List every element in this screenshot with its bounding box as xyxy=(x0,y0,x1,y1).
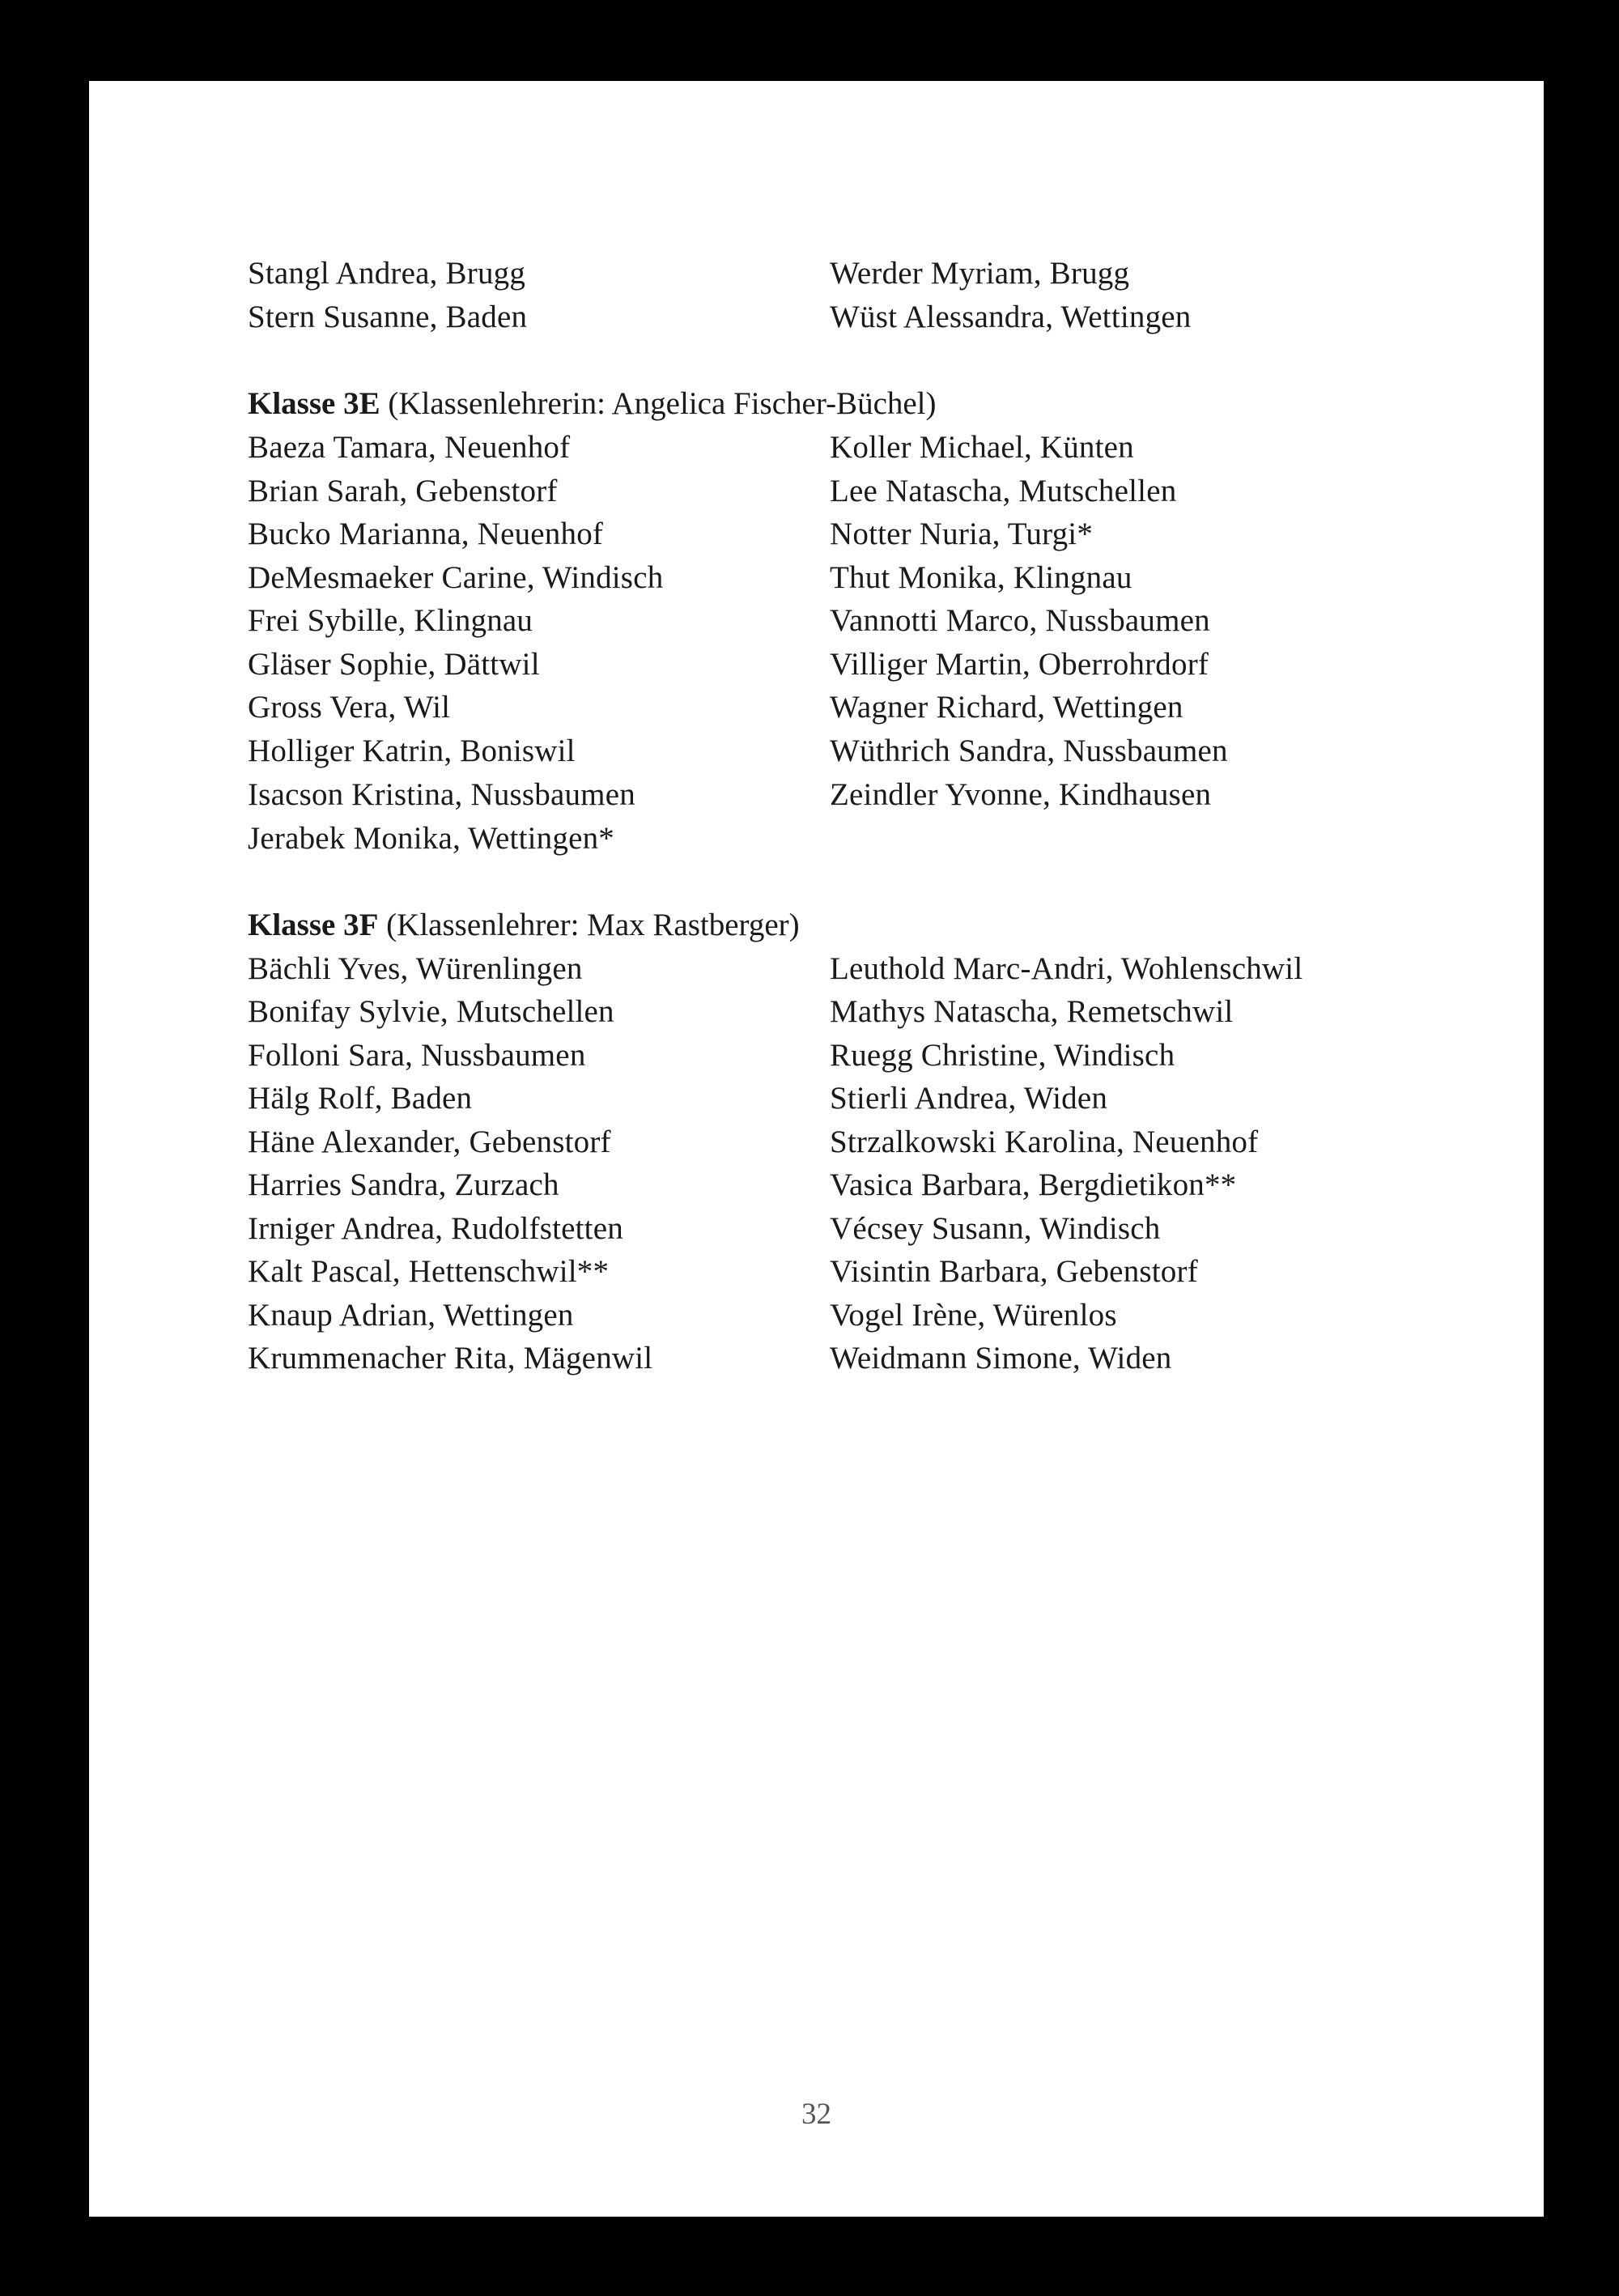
student-entry: Hälg Rolf, Baden xyxy=(248,1081,473,1116)
student-entry: Folloni Sara, Nussbaumen xyxy=(248,1038,586,1073)
student-entry: Vasica Barbara, Bergdietikon** xyxy=(830,1167,1237,1202)
student-entry: Holliger Katrin, Boniswil xyxy=(248,733,576,768)
student-entry: Bucko Marianna, Neuenhof xyxy=(248,517,604,551)
student-entry: Gross Vera, Wil xyxy=(248,690,451,725)
student-entry: Kalt Pascal, Hettenschwil** xyxy=(248,1254,610,1289)
student-entry: Stangl Andrea, Brugg xyxy=(248,256,526,291)
student-entry: Vogel Irène, Würenlos xyxy=(830,1298,1117,1333)
student-entry: Bächli Yves, Würenlingen xyxy=(248,951,583,986)
student-entry: Brian Sarah, Gebenstorf xyxy=(248,474,558,508)
student-entry: Baeza Tamara, Neuenhof xyxy=(248,430,571,465)
student-entry: Werder Myriam, Brugg xyxy=(830,256,1130,291)
student-entry: Harries Sandra, Zurzach xyxy=(248,1167,559,1202)
student-entry: Frei Sybille, Klingnau xyxy=(248,603,533,638)
student-entry: Villiger Martin, Oberrohrdorf xyxy=(830,647,1209,682)
class-3e-label: Klasse 3E xyxy=(248,386,380,421)
student-entry: Stern Susanne, Baden xyxy=(248,300,528,334)
page-number: 32 xyxy=(801,2098,831,2131)
student-entry: Strzalkowski Karolina, Neuenhof xyxy=(830,1125,1259,1159)
student-entry: Zeindler Yvonne, Kindhausen xyxy=(830,777,1212,812)
document-page xyxy=(89,81,1544,2217)
student-entry: Häne Alexander, Gebenstorf xyxy=(248,1125,611,1159)
student-entry: Gläser Sophie, Dättwil xyxy=(248,647,540,682)
student-entry: Visintin Barbara, Gebenstorf xyxy=(830,1254,1198,1289)
student-entry: Knaup Adrian, Wettingen xyxy=(248,1298,574,1333)
student-entry: Thut Monika, Klingnau xyxy=(830,560,1132,595)
student-entry: Isacson Kristina, Nussbaumen xyxy=(248,777,635,812)
student-entry: Koller Michael, Künten xyxy=(830,430,1134,465)
student-entry: Weidmann Simone, Widen xyxy=(830,1341,1172,1375)
student-entry: Wagner Richard, Wettingen xyxy=(830,690,1183,725)
student-entry: Leuthold Marc-Andri, Wohlenschwil xyxy=(830,951,1303,986)
class-3f-teacher: (Klassenlehrer: Max Rastberger) xyxy=(378,908,800,942)
student-entry: DeMesmaeker Carine, Windisch xyxy=(248,560,664,595)
student-entry: Vannotti Marco, Nussbaumen xyxy=(830,603,1210,638)
student-entry: Krummenacher Rita, Mägenwil xyxy=(248,1341,653,1375)
class-3e-heading xyxy=(248,382,937,426)
student-entry: Bonifay Sylvie, Mutschellen xyxy=(248,994,614,1029)
student-entry: Stierli Andrea, Widen xyxy=(830,1081,1108,1116)
class-3e-teacher: (Klassenlehrerin: Angelica Fischer-Büchel) xyxy=(380,386,937,421)
student-entry: Wüst Alessandra, Wettingen xyxy=(830,300,1192,334)
class-3f-heading xyxy=(248,904,800,947)
student-entry: Wüthrich Sandra, Nussbaumen xyxy=(830,733,1228,768)
student-entry: Vécsey Susann, Windisch xyxy=(830,1211,1161,1246)
student-entry: Notter Nuria, Turgi* xyxy=(830,517,1094,551)
student-entry: Jerabek Monika, Wettingen* xyxy=(248,821,614,856)
student-entry: Irniger Andrea, Rudolfstetten xyxy=(248,1211,623,1246)
student-entry: Lee Natascha, Mutschellen xyxy=(830,474,1177,508)
class-3f-label: Klasse 3F xyxy=(248,908,379,942)
student-entry: Mathys Natascha, Remetschwil xyxy=(830,994,1234,1029)
student-entry: Ruegg Christine, Windisch xyxy=(830,1038,1175,1073)
